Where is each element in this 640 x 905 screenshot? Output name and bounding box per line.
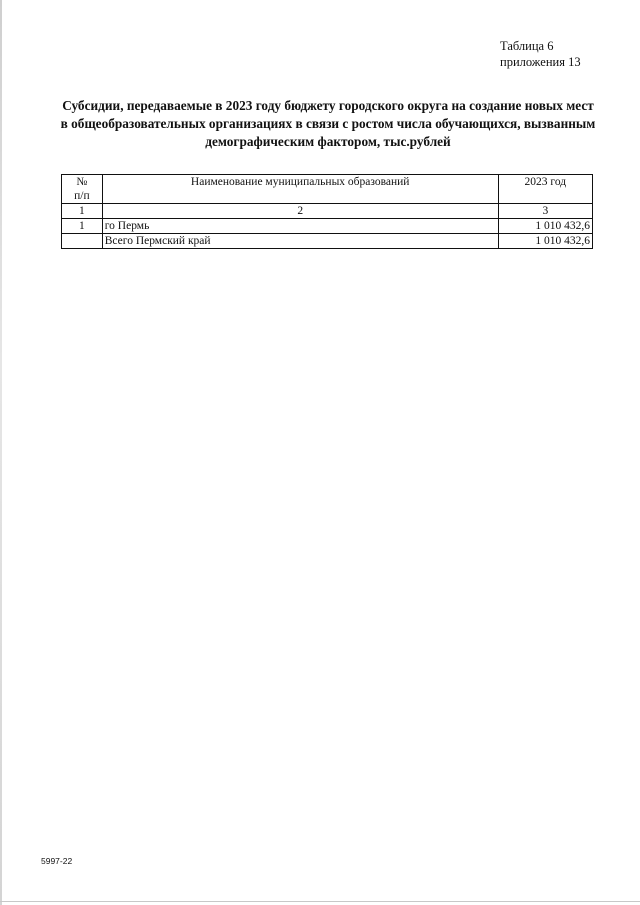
column-index-3: 3	[498, 204, 592, 219]
table-total-row	[62, 234, 593, 249]
header-name: Наименование муниципальных образований	[102, 175, 498, 204]
header-num-line2: п/п	[74, 190, 90, 202]
subsidy-table	[61, 174, 593, 249]
document-title	[48, 97, 608, 151]
header-year: 2023 год	[498, 175, 592, 204]
total-name: Всего Пермский край	[102, 234, 498, 249]
header-num-line1: №	[76, 176, 88, 188]
table-reference	[500, 38, 581, 70]
table-header-row	[62, 175, 593, 204]
table-row	[62, 219, 593, 234]
scan-bottom-edge	[0, 901, 640, 902]
total-value: 1 010 432,6	[498, 234, 592, 249]
header-num	[62, 175, 103, 204]
document-code: 5997-22	[41, 856, 73, 866]
column-index-row	[62, 204, 593, 219]
table-reference-line2: приложения 13	[500, 55, 581, 69]
table-reference-line1: Таблица 6	[500, 39, 554, 53]
column-index-1: 1	[62, 204, 103, 219]
scan-edge	[0, 0, 2, 905]
title-line2: в общеобразовательных организациях в связи с ростом числа обучающихся, вызванным	[60, 116, 596, 131]
title-line3: демографическим фактором, тыс.рублей	[205, 134, 451, 149]
column-index-2: 2	[102, 204, 498, 219]
row-name: го Пермь	[102, 219, 498, 234]
row-value: 1 010 432,6	[498, 219, 592, 234]
row-num: 1	[62, 219, 103, 234]
title-line1: Субсидии, передаваемые в 2023 году бюджету городского округа на создание новых мест	[62, 98, 594, 113]
total-num	[62, 234, 103, 249]
